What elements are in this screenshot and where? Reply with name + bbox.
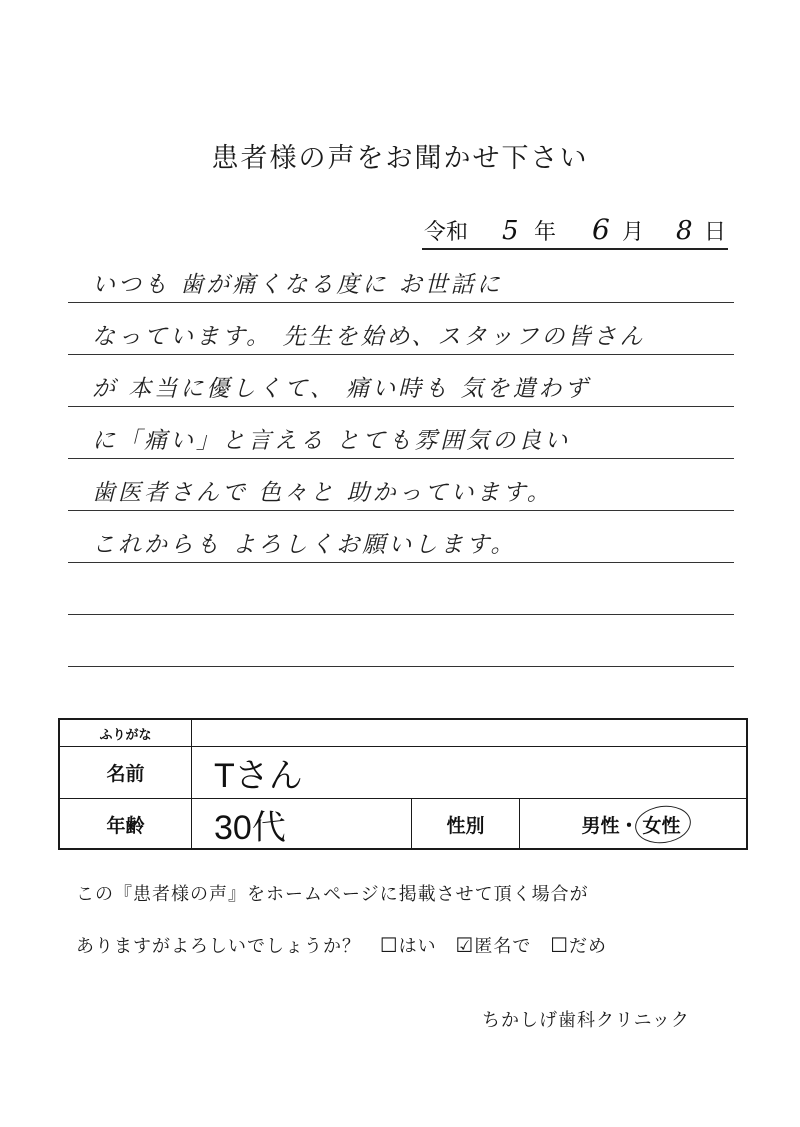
- name-label: 名前: [60, 746, 192, 798]
- name-value: Tさん: [214, 756, 303, 795]
- checkbox-unchecked-icon: ☐: [379, 933, 399, 957]
- comment-line-2: [68, 302, 734, 355]
- date-month: 6: [592, 213, 610, 246]
- comment-line-7: [68, 562, 734, 615]
- consent-option-no[interactable]: [550, 932, 607, 958]
- form-title: 患者様の声をお聞かせ下さい: [211, 143, 589, 174]
- comment-text: に「痛い」と言える とても雰囲気の良い: [92, 428, 571, 454]
- option-label: 匿名で: [474, 936, 532, 957]
- date-era: 令和: [424, 220, 469, 245]
- consent-question-line1: この『患者様の声』をホームページに掲載させて頂く場合が: [76, 884, 589, 905]
- age-label: 年齢: [60, 798, 192, 850]
- age-value: 30代: [192, 798, 412, 850]
- comment-text: これからも よろしくお願いします。: [92, 532, 517, 558]
- comment-line-5: [68, 458, 734, 511]
- comment-line-3: [68, 354, 734, 407]
- furigana-row: [60, 720, 746, 747]
- name-row: [60, 746, 746, 799]
- checkbox-checked-icon: ☑: [455, 933, 475, 957]
- date-year-label: 年: [534, 220, 557, 245]
- consent-option-anonymous[interactable]: [455, 932, 531, 958]
- comment-line-9: [68, 666, 734, 719]
- date-day-label: 日: [704, 220, 727, 245]
- comment-line-1: [68, 250, 734, 303]
- sex-value: [520, 798, 746, 850]
- comment-line-6: [68, 510, 734, 563]
- comment-line-4: [68, 406, 734, 459]
- comment-text: なっています。 先生を始め、スタッフの皆さん: [92, 324, 646, 350]
- option-label: はい: [398, 936, 437, 957]
- comment-text: 歯医者さんで 色々と 助かっています。: [92, 480, 553, 506]
- furigana-value: [192, 720, 746, 746]
- info-table: [58, 718, 748, 850]
- date-year: 5: [502, 216, 519, 246]
- sex-male: 男性: [581, 814, 620, 837]
- date-month-label: 月: [622, 220, 645, 245]
- option-label: だめ: [569, 936, 608, 957]
- comment-area: [68, 250, 734, 710]
- clinic-name: ちかしげ歯科クリニック: [482, 1010, 690, 1031]
- date-day: 8: [676, 216, 693, 246]
- comment-line-8: [68, 614, 734, 667]
- comment-text: いつも 歯が痛くなる度に お世話に: [92, 272, 503, 298]
- sex-female-circled: 女性: [639, 811, 685, 838]
- checkbox-unchecked-icon: ☐: [550, 933, 570, 957]
- consent-option-yes[interactable]: [380, 932, 437, 958]
- consent-question-text: ありますがよろしいでしょうか？: [76, 936, 361, 957]
- sex-separator: ・: [619, 814, 639, 837]
- age-sex-row: [60, 798, 746, 850]
- furigana-label: ふりがな: [60, 720, 192, 746]
- consent-question-line2: [76, 932, 607, 958]
- sex-label: 性別: [412, 798, 520, 850]
- date-line: [422, 212, 728, 250]
- comment-text: が 本当に優しくて、 痛い時も 気を遣わず: [92, 376, 591, 402]
